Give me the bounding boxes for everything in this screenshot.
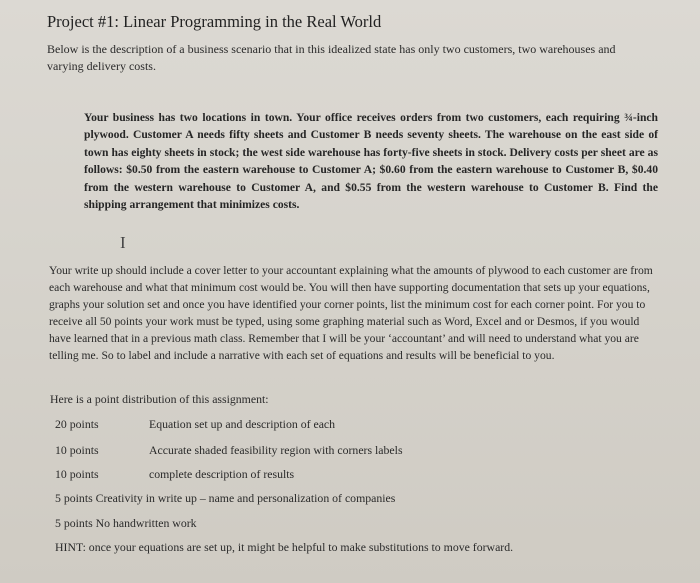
writeup-paragraph: Your write up should include a cover letter to your accountant explaining what the amounts of plywood to each customer are from each warehouse and what that minimum cost would be. You will then have supporting documentation that sets up your equations, graphs your solution set and once you have identified your corner points, list the minimum cost for each corner point. For you to receive all 50 points your work must be typed, using some graphing material such as Word, Excel and or Desmos, if you would have learned that in a previous math class. Remember that I will be your ‘accountant’ and will need to understand what you are telling me. So to label and include a narrative with each set of equations and results will be beneficial to you. (49, 264, 653, 362)
points-row (55, 467, 294, 482)
hint-text: HINT: once your equations are set up, it might be helpful to make substitutions to move forward. (55, 540, 514, 554)
intro-paragraph: Below is the description of a business scenario that in this idealized state has only two customers, two warehouses and varying delivery costs. (47, 42, 616, 73)
points-row-creativity: 5 points Creativity in write up – name and personalization of companies (55, 491, 396, 505)
points-description: Accurate shaded feasibility region with corners labels (149, 443, 403, 457)
points-row-typed: 5 points No handwritten work (55, 516, 197, 530)
text-cursor-icon: I (120, 233, 126, 252)
page-title: Project #1: Linear Programming in the Real World (47, 12, 382, 31)
points-value: 10 points (55, 467, 99, 481)
points-description: complete description of results (149, 467, 295, 481)
points-value: 10 points (55, 443, 99, 457)
points-value: 20 points (55, 417, 99, 431)
distribution-title: Here is a point distribution of this assignment: (50, 392, 269, 406)
points-row (55, 443, 403, 458)
points-description: Equation set up and description of each (149, 417, 336, 431)
points-row (55, 417, 335, 432)
scenario-paragraph: Your business has two locations in town. Your office receives orders from two customers, each requiring ¾-inch plywood. Customer A needs fifty sheets and Customer B needs seventy sheets. The warehouse on the east side of town has eighty sheets in stock; the west side warehouse has forty-five sheets in stock. Delivery costs per sheet are as follows: $0.50 from the eastern warehouse to Customer A; $0.60 from the eastern warehouse to Customer B, $0.40 from the western warehouse to Customer A, and $0.55 from the western warehouse to Customer B. Find the shipping arrangement that minimizes costs. (84, 111, 658, 212)
